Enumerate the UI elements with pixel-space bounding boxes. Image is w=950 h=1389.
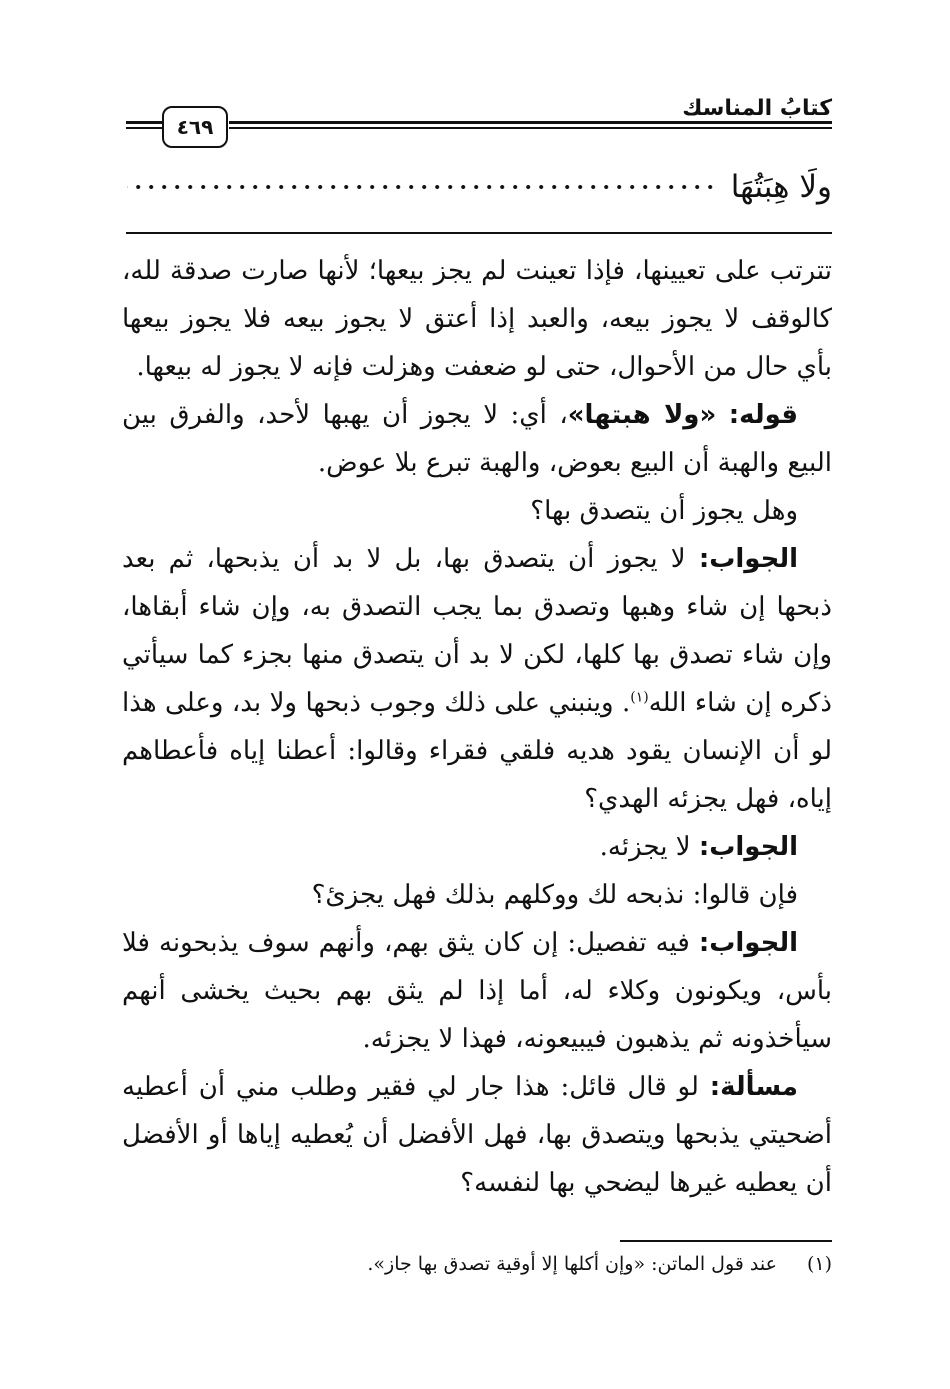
footnote: [122, 1246, 832, 1282]
paragraph-8-text: لو قال قائل: هذا جار لي فقير وطلب مني أن أعطيه أضحيتي يذبحها ويتصدق بها، فهل الأفضل أن يُعطيه إياها أو الأفضل أن يعطيه غيرها ليضحي بها لنفسه؟: [122, 1072, 832, 1198]
paragraph-4-text-a: لا يجوز أن يتصدق بها، بل لا بد أن يذبحها، ثم بعد ذبحها إن شاء وهبها وتصدق بما يجب التصدق به، وإن شاء أبقاها، وإن شاء تصدق بها كلها، لكن لا بد أن يتصدق منها بجزء كما سيأتي ذكره إن شاء الله: [122, 544, 832, 718]
footnote-marker[interactable]: (١): [630, 689, 649, 706]
footnote-number: (١): [806, 1253, 832, 1275]
matn-separator-rule: [126, 232, 832, 234]
footnote-separator: [620, 1240, 832, 1242]
page-number: ٤٦٩: [162, 106, 228, 148]
label-answer: الجواب:: [698, 832, 798, 862]
book-title: كتابُ المناسك: [682, 96, 832, 121]
matn-line: [127, 162, 832, 212]
header-rule-right-thin: [229, 127, 832, 129]
paragraph-2: [122, 391, 832, 487]
paragraph-3: وهل يجوز أن يتصدق بها؟: [530, 496, 798, 526]
label-answer: الجواب:: [698, 928, 798, 958]
header-rule-left-thin: [126, 127, 162, 129]
paragraph-7: [122, 919, 832, 1063]
matn-leader-dots: [127, 172, 717, 202]
label-masala: مسألة:: [709, 1072, 798, 1102]
paragraph-6: فإن قالوا: نذبحه لك ووكلهم بذلك فهل يجزئ؟: [311, 880, 798, 910]
paragraph-7-text: فيه تفصيل: إن كان يثق بهم، وأنهم سوف يذبحونه فلا بأس، ويكونون وكلاء له، أما إذا لم يثق بهم بحيث يخشى أنهم سيأخذونه ثم يذهبون فيبيعونه، فهذا لا يجزئه.: [122, 928, 832, 1054]
paragraph-5-text: لا يجزئه.: [599, 832, 699, 862]
paragraph-1: تترتب على تعيينها، فإذا تعينت لم يجز بيعها؛ لأنها صارت صدقة لله، كالوقف لا يجوز بيعه، والعبد إذا أعتق لا يجوز بيعه فلا يجوز بيعها بأي حال من الأحوال، حتى لو ضعفت وهزلت فإنه لا يجوز له بيعها.: [122, 256, 832, 382]
label-qawluh: قوله:: [728, 400, 798, 430]
body-text: [122, 247, 832, 1207]
matn-quote: «ولا هبتها»: [567, 400, 717, 430]
header-rule-right-thick: [229, 121, 832, 124]
paragraph-5: [122, 823, 832, 871]
paragraph-4-text-b: . وينبني على ذلك وجوب ذبحها ولا بد، وعلى هذا لو أن الإنسان يقود هديه فلقي فقراء وقالوا: أعطنا إياه فأعطاهم إياه، فهل يجزئه الهدي؟: [122, 688, 832, 814]
paragraph-2-text: ، أي: لا يجوز أن يهبها لأحد، والفرق بين البيع والهبة أن البيع بعوض، والهبة تبرع بلا عوض.: [122, 400, 832, 478]
paragraph-4: [122, 535, 832, 823]
paragraph-8: [122, 1063, 832, 1207]
header-rule-left-thick: [126, 121, 162, 124]
footnote-text: عند قول الماتن: «وإن أكلها إلا أوقية تصدق بها جاز».: [367, 1253, 777, 1275]
matn-text: ولَا هِبَتُهَا: [730, 169, 832, 205]
label-answer: الجواب:: [698, 544, 798, 574]
